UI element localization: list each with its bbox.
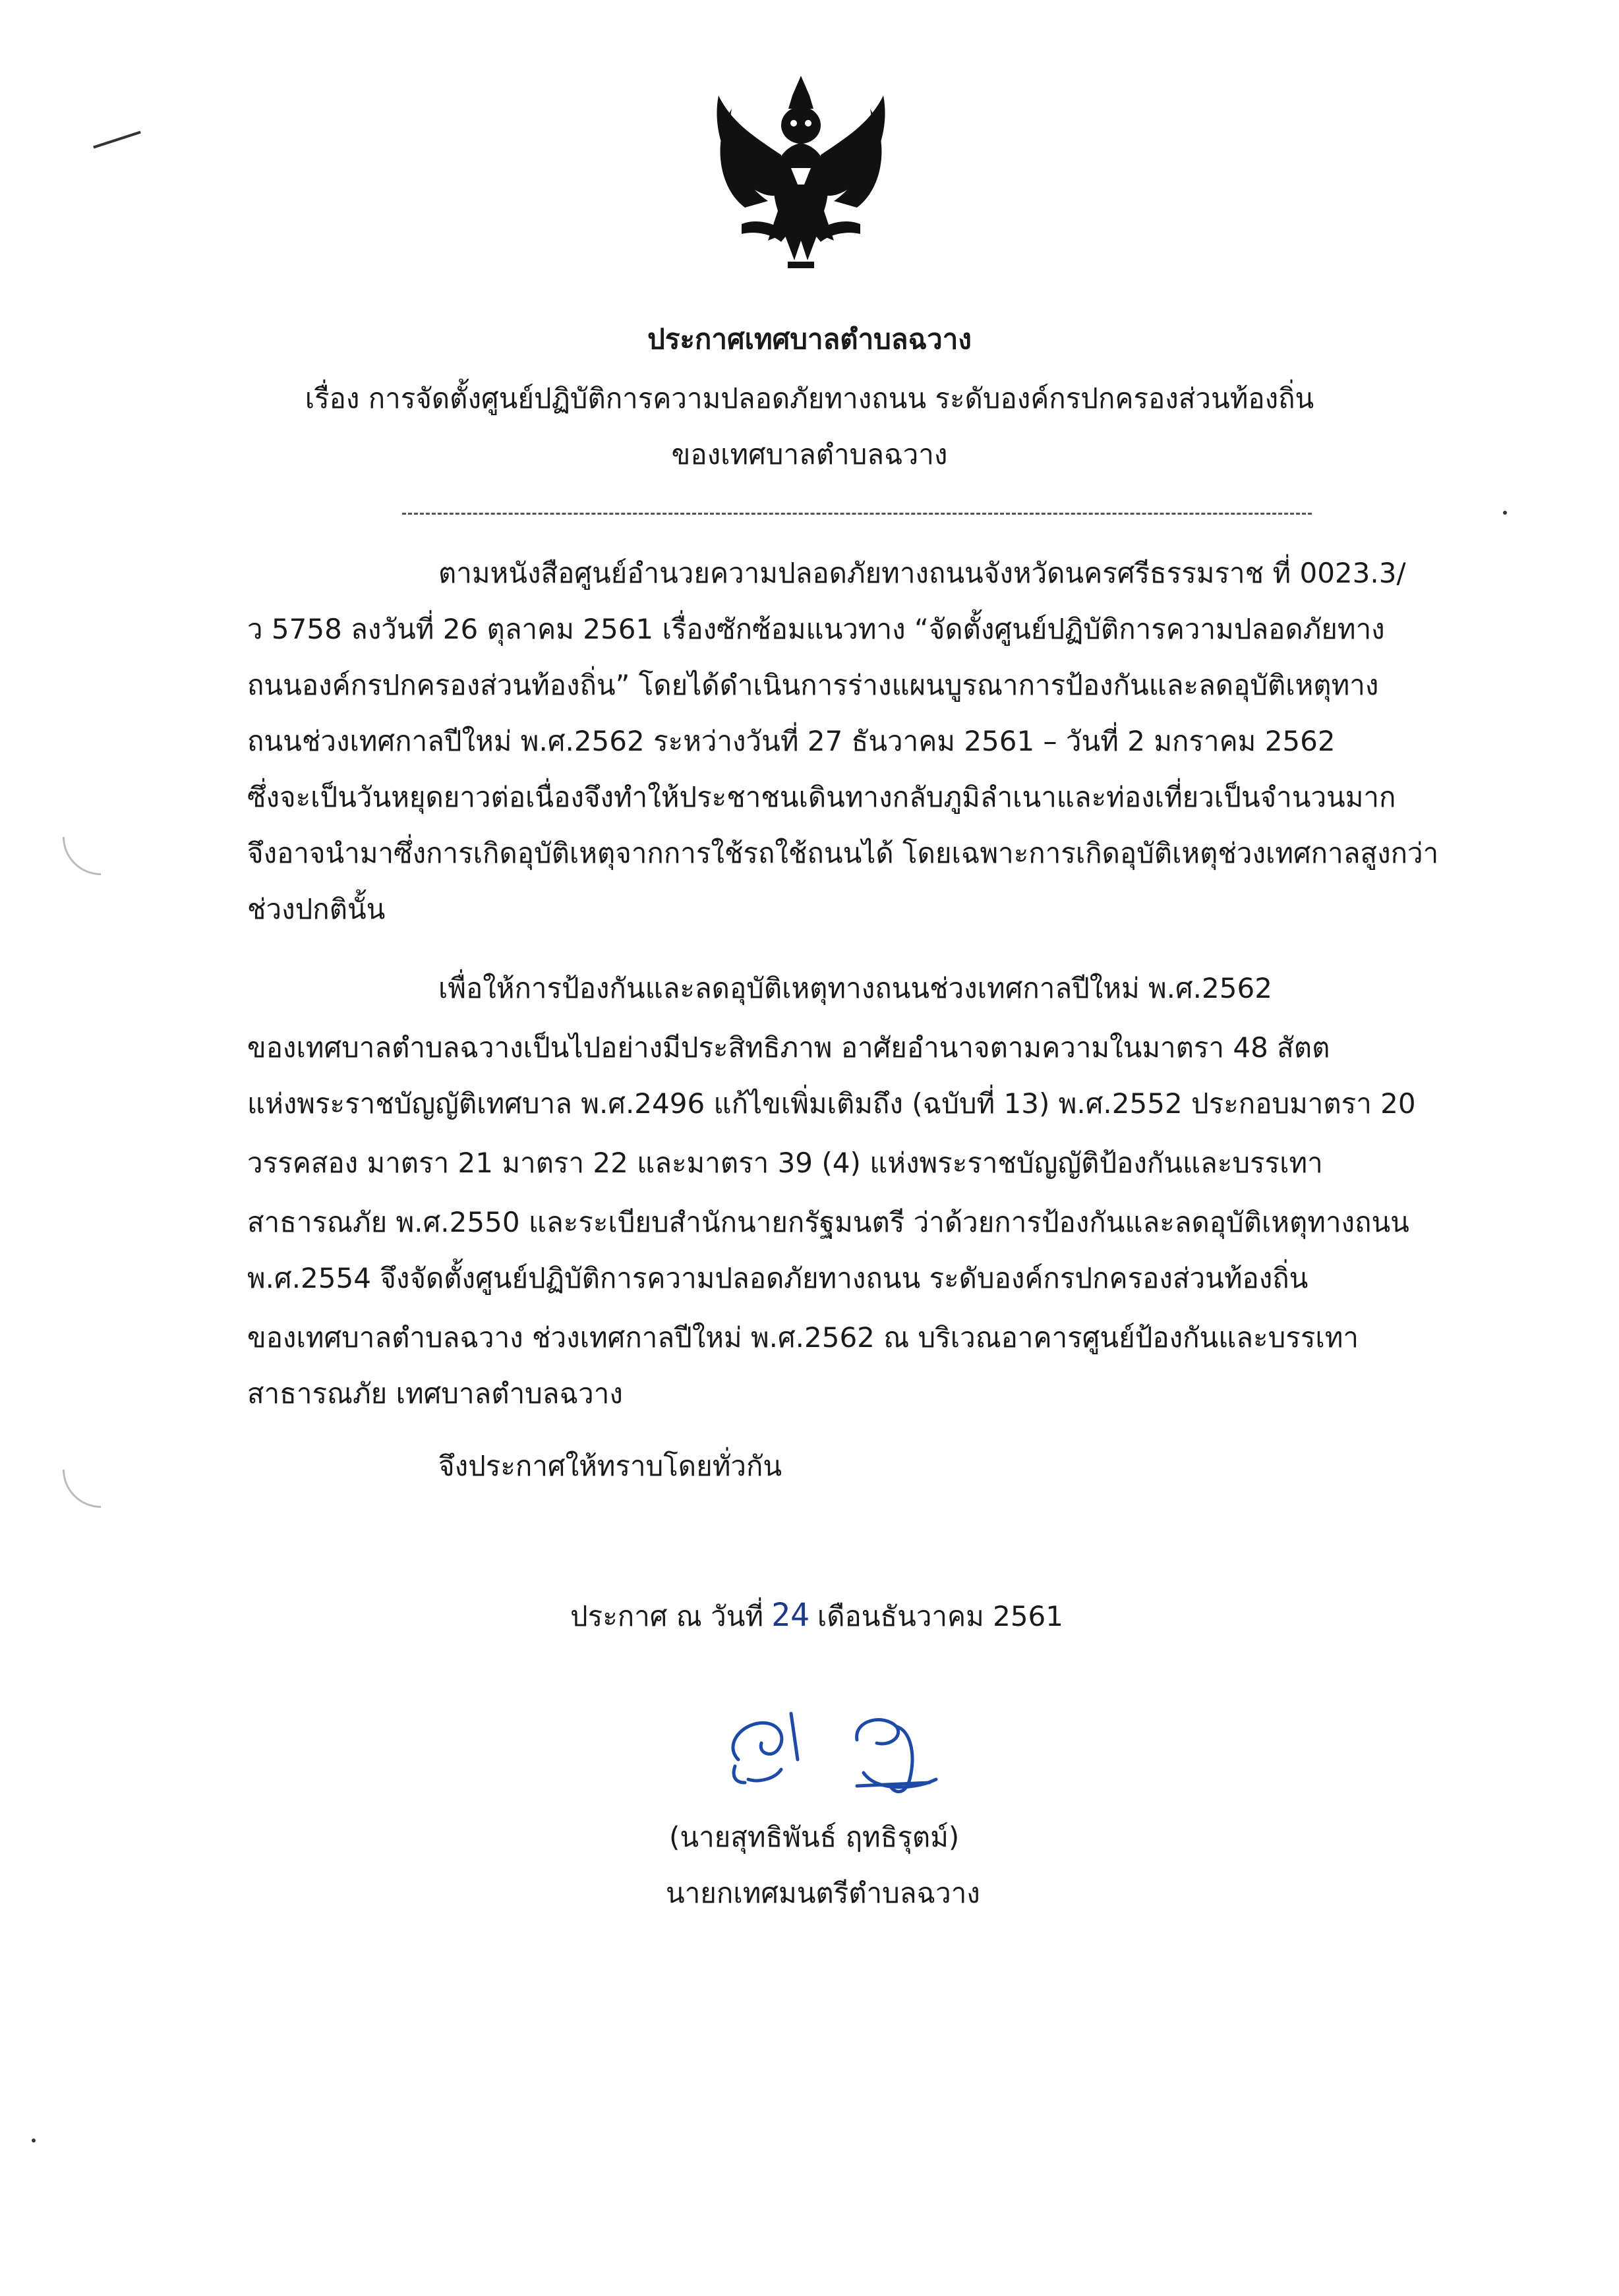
subject-line-1: เรื่อง การจัดตั้งศูนย์ปฏิบัติการความปลอดภัยทางถนน ระดับองค์กรปกครองส่วนท้องถิ่น (305, 382, 1314, 415)
date-day: 24 (771, 1597, 810, 1634)
paragraph-2-line: ของเทศบาลตำบลฉวาง ช่วงเทศกาลปีใหม่ พ.ศ.2562 ณ บริเวณอาคารศูนย์ป้องกันและบรรเทา (247, 1321, 1359, 1354)
paragraph-2-line: ของเทศบาลตำบลฉวางเป็นไปอย่างมีประสิทธิภาพ อาศัยอำนาจตามความในมาตรา 48 สัตต (247, 1031, 1330, 1064)
dashed-divider (402, 513, 1312, 515)
paragraph-1-line: จึงอาจนำมาซึ่งการเกิดอุบัติเหตุจากการใช้รถใช้ถนนได้ โดยเฉพาะการเกิดอุบัติเหตุช่วงเทศกาลสูงกว่า (247, 837, 1439, 869)
paragraph-2-line: แห่งพระราชบัญญัติเทศบาล พ.ศ.2496 แก้ไขเพิ่มเติมถึง (ฉบับที่ 13) พ.ศ.2552 ประกอบมาตรา 20 (247, 1087, 1416, 1120)
signatory-position: นายกเทศมนตรีตำบลฉวาง (666, 1877, 980, 1909)
paragraph-2-line: เพื่อให้การป้องกันและลดอุบัติเหตุทางถนนช่วงเทศกาลปีใหม่ พ.ศ.2562 (438, 972, 1272, 1004)
paragraph-1-line: ตามหนังสือศูนย์อำนวยความปลอดภัยทางถนนจังหวัดนครศรีธรรมราช ที่ 0023.3/ (438, 557, 1406, 589)
date-suffix: เดือนธันวาคม 2561 (817, 1600, 1064, 1632)
scan-speck (1503, 511, 1507, 515)
paragraph-2-line: วรรคสอง มาตรา 21 มาตรา 22 และมาตรา 39 (4) แห่งพระราชบัญญัติป้องกันและบรรเทา (247, 1147, 1323, 1179)
paragraph-1-line: ช่วงปกตินั้น (247, 893, 386, 925)
paragraph-1-line: ถนนองค์กรปกครองส่วนท้องถิ่น” โดยได้ดำเนินการร่างแผนบูรณาการป้องกันและลดอุบัติเหตุทาง (247, 669, 1379, 701)
paragraph-2-line: สาธารณภัย พ.ศ.2550 และระเบียบสำนักนายกรัฐมนตรี ว่าด้วยการป้องกันและลดอุบัติเหตุทางถนน (247, 1206, 1409, 1238)
paragraph-1-line: ว 5758 ลงวันที่ 26 ตุลาคม 2561 เรื่องซักซ้อมแนวทาง “จัดตั้งศูนย์ปฏิบัติการความปลอดภัยทาง (247, 613, 1385, 645)
punch-hole-top (63, 837, 101, 875)
garuda-emblem-icon (705, 69, 897, 277)
signatory-name: (นายสุทธิพันธ์ ฤทธิรุตม์) (669, 1821, 960, 1853)
punch-hole-bottom (63, 1470, 101, 1508)
paragraph-2-line: สาธารณภัย เทศบาลตำบลฉวาง (247, 1377, 623, 1410)
closing-statement: จึงประกาศให้ทราบโดยทั่วกัน (438, 1450, 782, 1482)
scan-speck (32, 2138, 36, 2142)
date-prefix: ประกาศ ณ วันที่ (570, 1600, 764, 1632)
announcement-title: ประกาศเทศบาลตำบลฉวาง (647, 323, 972, 355)
subject-line-2: ของเทศบาลตำบลฉวาง (671, 438, 948, 471)
paragraph-1-line: ถนนช่วงเทศกาลปีใหม่ พ.ศ.2562 ระหว่างวันที่ 27 ธันวาคม 2561 – วันที่ 2 มกราคม 2562 (247, 725, 1336, 757)
paragraph-2-line: พ.ศ.2554 จึงจัดตั้งศูนย์ปฏิบัติการความปลอดภัยทางถนน ระดับองค์กรปกครองส่วนท้องถิ่น (247, 1262, 1309, 1294)
handwritten-signature (699, 1700, 962, 1806)
paragraph-1-line: ซึ่งจะเป็นวันหยุดยาวต่อเนื่องจึงทำให้ประชาชนเดินทางกลับภูมิลำเนาและท่องเที่ยวเป็นจำนวนมาก (247, 781, 1396, 813)
staple-mark (93, 131, 141, 149)
announcement-date (570, 1595, 1063, 1638)
